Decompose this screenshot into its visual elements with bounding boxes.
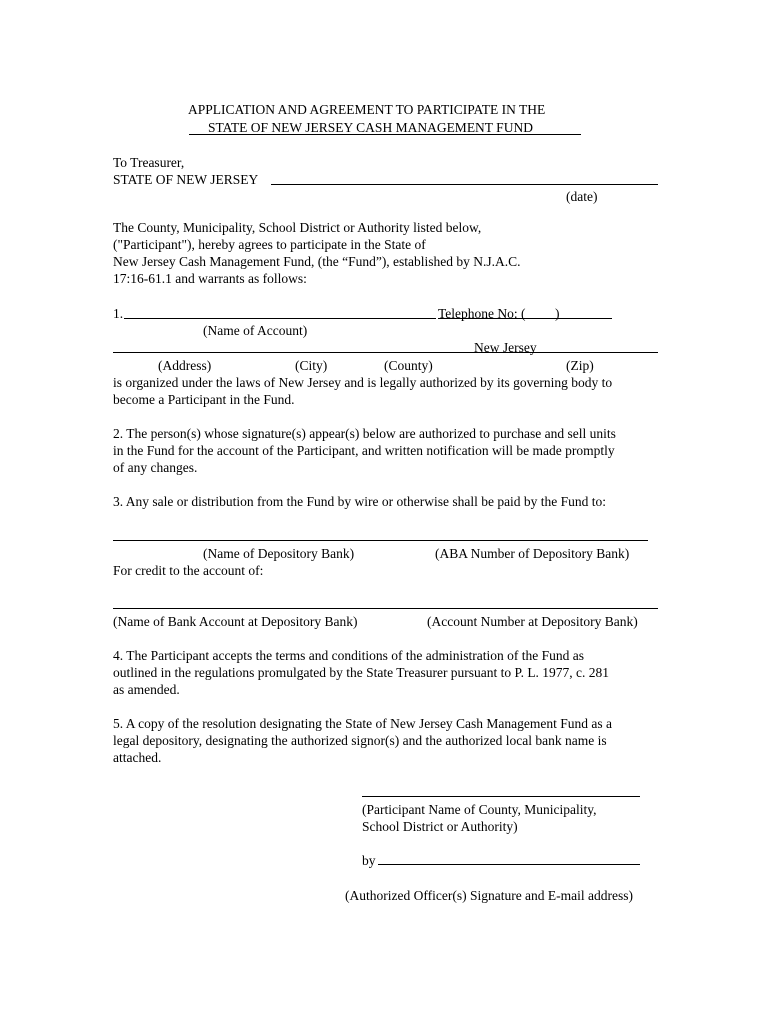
- item1-number: 1.: [113, 306, 124, 321]
- addressee-state: STATE OF NEW JERSEY: [113, 172, 259, 187]
- intro-line3: New Jersey Cash Management Fund, (the “Fund”), established by N.J.A.C.: [113, 254, 521, 269]
- item5-line2: legal depository, designating the authorized signor(s) and the authorized local bank name is: [113, 733, 607, 748]
- aba-number-label: (ABA Number of Depository Bank): [435, 546, 630, 561]
- date-label: (date): [566, 189, 598, 204]
- item2-line3: of any changes.: [113, 460, 198, 475]
- account-number-label: (Account Number at Depository Bank): [427, 614, 638, 629]
- item5-line3: attached.: [113, 750, 162, 765]
- depository-bank-field-line[interactable]: [113, 540, 648, 541]
- depository-bank-label: (Name of Depository Bank): [203, 546, 355, 561]
- signature-field-line[interactable]: [378, 864, 640, 865]
- bank-account-field-line[interactable]: [113, 608, 658, 609]
- state-value: New Jersey: [474, 340, 537, 355]
- bank-account-name-label: (Name of Bank Account at Depository Bank): [113, 614, 358, 629]
- participant-name-field-line[interactable]: [362, 796, 640, 797]
- title-underline: [189, 134, 581, 135]
- address-label: (Address): [158, 358, 212, 373]
- city-label: (City): [295, 358, 328, 373]
- account-name-field-line[interactable]: [124, 318, 436, 319]
- addressee-to: To Treasurer,: [113, 155, 185, 170]
- county-label: (County): [384, 358, 433, 373]
- item1-text-line2: become a Participant in the Fund.: [113, 392, 295, 407]
- item1-text-line1: is organized under the laws of New Jersey and is legally authorized by its governing body to: [113, 375, 613, 390]
- item2-line1: 2. The person(s) whose signature(s) appear(s) below are authorized to purchase and sell units: [113, 426, 616, 441]
- item2-line2: in the Fund for the account of the Participant, and written notification will be made promptly: [113, 443, 615, 458]
- telephone-label: Telephone No: (: [438, 306, 526, 321]
- item4-line1: 4. The Participant accepts the terms and conditions of the administration of the Fund as: [113, 648, 585, 663]
- zip-label: (Zip): [566, 358, 594, 373]
- intro-line1: The County, Municipality, School District or Authority listed below,: [113, 220, 482, 235]
- form-title-line2: STATE OF NEW JERSEY CASH MANAGEMENT FUND: [208, 120, 533, 135]
- form-title-line1: APPLICATION AND AGREEMENT TO PARTICIPATE IN THE: [188, 102, 546, 117]
- participant-name-label-line1: (Participant Name of County, Municipality,: [362, 802, 597, 817]
- intro-line2: ("Participant"), hereby agrees to participate in the State of: [113, 237, 426, 252]
- by-label: by: [362, 853, 376, 868]
- telephone-field-line[interactable]: [438, 318, 612, 319]
- name-of-account-label: (Name of Account): [203, 323, 308, 338]
- date-field-line[interactable]: [271, 184, 658, 185]
- intro-line4: 17:16-61.1 and warrants as follows:: [113, 271, 307, 286]
- participant-name-label-line2: School District or Authority): [362, 819, 518, 834]
- item4-line3: as amended.: [113, 682, 180, 697]
- credit-to-account-label: For credit to the account of:: [113, 563, 264, 578]
- address-field-line[interactable]: [113, 352, 658, 353]
- telephone-close-paren: ): [555, 306, 560, 321]
- authorized-officer-label: (Authorized Officer(s) Signature and E-mail address): [345, 888, 634, 903]
- item4-line2: outlined in the regulations promulgated by the State Treasurer pursuant to P. L. 1977, c. 281: [113, 665, 610, 680]
- item5-line1: 5. A copy of the resolution designating the State of New Jersey Cash Management Fund as a: [113, 716, 613, 731]
- item3-line1: 3. Any sale or distribution from the Fund by wire or otherwise shall be paid by the Fund to:: [113, 494, 607, 509]
